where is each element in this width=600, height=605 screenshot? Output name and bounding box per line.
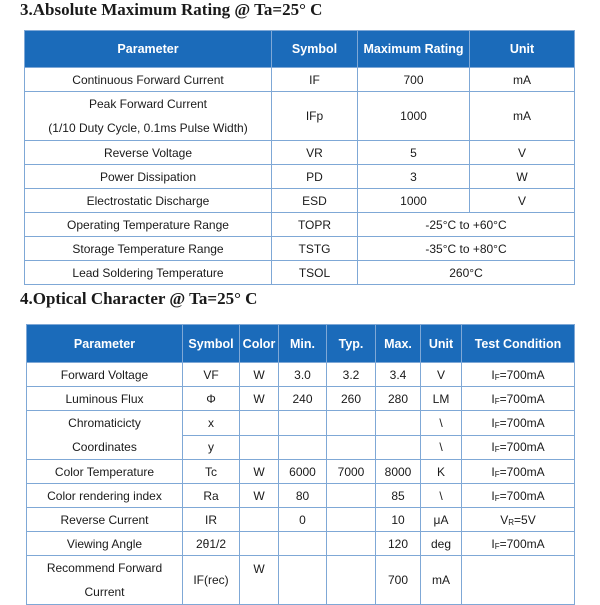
cell-rating-range: -35°C to +80°C <box>358 237 575 261</box>
cell-color <box>240 508 279 532</box>
cell-typ: 3.2 <box>327 363 376 387</box>
cell-test-condition <box>462 532 575 556</box>
cond-rest: =700mA <box>499 488 545 503</box>
table-header-row <box>25 31 575 68</box>
cell-color <box>240 435 279 460</box>
cond-main: I <box>491 488 495 503</box>
cell-max: 8000 <box>376 460 421 484</box>
header-symbol: Symbol <box>272 31 358 68</box>
cell-unit: V <box>470 189 575 213</box>
header-maximum-rating: Maximum Rating <box>358 31 470 68</box>
cell-symbol: TOPR <box>272 213 358 237</box>
cell-rating: 700 <box>358 68 470 92</box>
cell-max <box>376 435 421 460</box>
cell-color: W <box>240 460 279 484</box>
cell-symbol: VF <box>183 363 240 387</box>
table-row <box>27 508 575 532</box>
cell-max: 700 <box>376 556 421 605</box>
cell-unit: LM <box>421 387 462 411</box>
header-min: Min. <box>279 325 327 363</box>
cell-symbol: IF(rec) <box>183 556 240 605</box>
table-row <box>27 411 575 436</box>
section4-title: 4.Optical Character @ Ta=25° C <box>20 289 258 308</box>
table-row <box>25 213 575 237</box>
cell-min <box>279 532 327 556</box>
cell-test-condition <box>462 363 575 387</box>
cell-min: 0 <box>279 508 327 532</box>
header-typ: Typ. <box>327 325 376 363</box>
cell-symbol: Tc <box>183 460 240 484</box>
cell-unit: K <box>421 460 462 484</box>
table-row <box>27 532 575 556</box>
cond-rest: =5V <box>514 512 536 527</box>
cell-symbol: Φ <box>183 387 240 411</box>
cell-parameter: Color rendering index <box>27 484 183 508</box>
cell-color <box>240 411 279 436</box>
cell-max: 85 <box>376 484 421 508</box>
cond-sub: F <box>494 420 500 430</box>
cell-rating: 1000 <box>358 92 470 141</box>
table-row <box>25 141 575 165</box>
cell-typ <box>327 435 376 460</box>
cell-typ: 7000 <box>327 460 376 484</box>
cell-parameter: Reverse Voltage <box>25 141 272 165</box>
cell-typ <box>327 411 376 436</box>
cell-parameter: Continuous Forward Current <box>25 68 272 92</box>
cell-typ <box>327 508 376 532</box>
table-row <box>27 460 575 484</box>
cond-main: I <box>491 440 495 455</box>
cell-min <box>279 556 327 605</box>
cell-min: 80 <box>279 484 327 508</box>
table-row <box>27 484 575 508</box>
cell-min: 240 <box>279 387 327 411</box>
cell-parameter: Color Temperature <box>27 460 183 484</box>
cond-sub: F <box>494 445 500 455</box>
cell-unit: V <box>470 141 575 165</box>
cell-color: W <box>240 363 279 387</box>
cond-sub: F <box>494 372 500 382</box>
cell-parameter: Forward Voltage <box>27 363 183 387</box>
cell-rating-range: 260°C <box>358 261 575 285</box>
cond-main: I <box>491 464 495 479</box>
cell-min: 6000 <box>279 460 327 484</box>
cell-max: 10 <box>376 508 421 532</box>
cell-test-condition <box>462 484 575 508</box>
cell-min: 3.0 <box>279 363 327 387</box>
cond-sub: R <box>508 517 515 527</box>
cond-main: V <box>500 512 509 527</box>
cell-symbol: x <box>183 411 240 436</box>
cell-max <box>376 411 421 436</box>
cell-unit: mA <box>470 92 575 141</box>
cell-typ <box>327 556 376 605</box>
cell-symbol: Ra <box>183 484 240 508</box>
cond-rest: =700mA <box>499 367 545 382</box>
cell-parameter: Operating Temperature Range <box>25 213 272 237</box>
cell-color: W <box>240 484 279 508</box>
cell-parameter <box>25 92 272 141</box>
parameter-line2: Coordinates <box>72 440 137 454</box>
cell-color: W <box>240 556 279 605</box>
cell-max: 120 <box>376 532 421 556</box>
table-row <box>27 556 575 605</box>
cell-parameter <box>27 411 183 460</box>
cell-max: 280 <box>376 387 421 411</box>
cell-rating-range: -25°C to +60°C <box>358 213 575 237</box>
cell-symbol: y <box>183 435 240 460</box>
table-row <box>25 261 575 285</box>
header-test-condition: Test Condition <box>462 325 575 363</box>
table-row <box>25 237 575 261</box>
cond-main: I <box>491 391 495 406</box>
cell-symbol: TSTG <box>272 237 358 261</box>
cell-typ <box>327 532 376 556</box>
header-parameter: Parameter <box>27 325 183 363</box>
parameter-line1: Recommend Forward <box>46 561 163 575</box>
header-unit: Unit <box>470 31 575 68</box>
header-color: Color <box>240 325 279 363</box>
cond-sub: F <box>494 469 500 479</box>
cell-test-condition <box>462 411 575 436</box>
cond-rest: =700mA <box>499 440 545 455</box>
section3-title: 3.Absolute Maximum Rating @ Ta=25° C <box>20 0 323 19</box>
cell-unit: μA <box>421 508 462 532</box>
header-unit: Unit <box>421 325 462 363</box>
cell-test-condition <box>462 508 575 532</box>
table-row <box>27 363 575 387</box>
cell-min <box>279 411 327 436</box>
cell-unit: mA <box>470 68 575 92</box>
cell-symbol: PD <box>272 165 358 189</box>
cell-unit: V <box>421 363 462 387</box>
parameter-line1: Peak Forward Current <box>88 97 208 111</box>
cond-rest: =700mA <box>499 536 545 551</box>
cell-parameter: Storage Temperature Range <box>25 237 272 261</box>
absolute-max-rating-table <box>24 30 575 285</box>
cell-parameter: Luminous Flux <box>27 387 183 411</box>
cell-unit: mA <box>421 556 462 605</box>
cell-color <box>240 532 279 556</box>
cond-main: I <box>491 367 495 382</box>
cell-symbol: TSOL <box>272 261 358 285</box>
cond-sub: F <box>494 493 500 503</box>
table-row <box>25 165 575 189</box>
optical-character-table <box>26 324 575 605</box>
cond-sub: F <box>494 541 500 551</box>
cell-rating: 1000 <box>358 189 470 213</box>
cell-unit: deg <box>421 532 462 556</box>
cond-rest: =700mA <box>499 415 545 430</box>
parameter-line1: Chromaticicty <box>68 416 141 430</box>
cell-max: 3.4 <box>376 363 421 387</box>
header-parameter: Parameter <box>25 31 272 68</box>
cell-test-condition <box>462 435 575 460</box>
cell-symbol: VR <box>272 141 358 165</box>
cell-rating: 3 <box>358 165 470 189</box>
cond-main: I <box>491 536 495 551</box>
parameter-line2: (1/10 Duty Cycle, 0.1ms Pulse Width) <box>48 121 248 135</box>
cell-typ: 260 <box>327 387 376 411</box>
cond-main: I <box>491 415 495 430</box>
cell-unit: \ <box>421 435 462 460</box>
cell-unit: W <box>470 165 575 189</box>
parameter-line2: Current <box>84 585 125 599</box>
cell-test-condition <box>462 387 575 411</box>
cond-sub: F <box>494 396 500 406</box>
cell-unit: \ <box>421 484 462 508</box>
cell-symbol: ESD <box>272 189 358 213</box>
cell-parameter: Lead Soldering Temperature <box>25 261 272 285</box>
cell-parameter <box>27 556 183 605</box>
cell-parameter: Power Dissipation <box>25 165 272 189</box>
cell-symbol: 2θ1/2 <box>183 532 240 556</box>
header-symbol: Symbol <box>183 325 240 363</box>
table-row <box>27 387 575 411</box>
cond-rest: =700mA <box>499 464 545 479</box>
cell-test-condition <box>462 556 575 605</box>
table-row <box>25 92 575 141</box>
cell-color: W <box>240 387 279 411</box>
table-header-row <box>27 325 575 363</box>
cell-parameter: Electrostatic Discharge <box>25 189 272 213</box>
cell-symbol: IF <box>272 68 358 92</box>
cell-min <box>279 435 327 460</box>
cell-parameter: Viewing Angle <box>27 532 183 556</box>
header-max: Max. <box>376 325 421 363</box>
cell-symbol: IR <box>183 508 240 532</box>
cell-parameter: Reverse Current <box>27 508 183 532</box>
table-row <box>25 189 575 213</box>
table-row <box>25 68 575 92</box>
cell-test-condition <box>462 460 575 484</box>
cell-symbol: IFp <box>272 92 358 141</box>
cell-typ <box>327 484 376 508</box>
cell-rating: 5 <box>358 141 470 165</box>
cond-rest: =700mA <box>499 391 545 406</box>
cell-unit: \ <box>421 411 462 436</box>
